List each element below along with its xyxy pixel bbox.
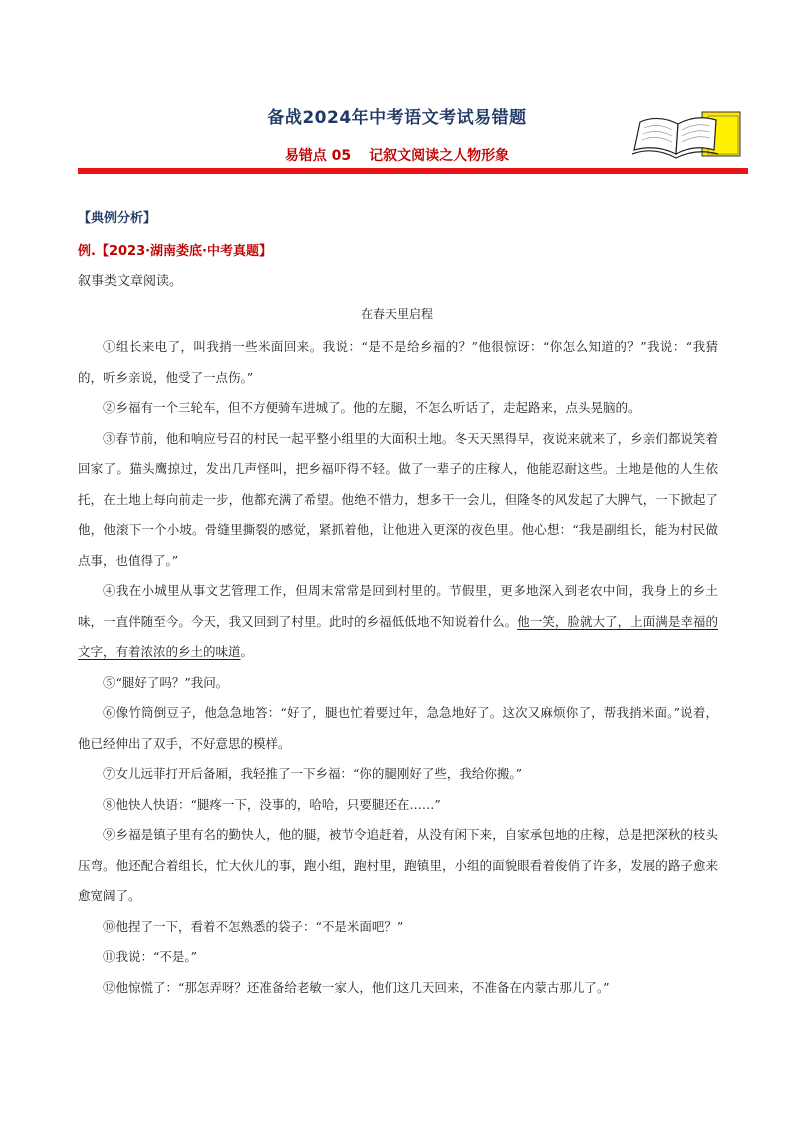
paragraph-4-text: ④我在小城里从事文艺管理工作，但周末常常是回到村里的。节假里，更多地深入到老农中间，我身上的乡土味，一直伴随至今。今天，我又回到了村里。此时的乡福低低地不知说着什么。 xyxy=(78,583,718,629)
section-heading: 【典例分析】 xyxy=(78,211,157,226)
paragraph-4 xyxy=(78,576,718,668)
paragraph-8: ⑧他快人快语：“腿疼一下，没事的，哈哈，只要腿还在……” xyxy=(103,796,441,812)
paragraph-2: ②乡福有一个三轮车，但不方便骑车进城了。他的左腿，不怎么听话了，走起路来，点头晃脑的。 xyxy=(103,400,641,415)
paragraph-5: ⑤“腿好了吗？”我问。 xyxy=(103,674,229,690)
header-divider xyxy=(78,168,748,174)
paragraph-9: ⑨乡福是镇子里有名的勤快人，他的腿，被节令追赶着，从没有闲下来，自家承包地的庄稼，总是把深秋的枝头压弯。他还配合着组长，忙大伙儿的事，跑小组，跑村里，跑镇里，小组的面貌眼看着俊俏了许多，发展的路子愈来愈宽阔了。 xyxy=(78,827,718,903)
paragraph-12: ⑫他惊慌了：“那怎弄呀？还准备给老敏一家人，他们这几天回来，不准备在内蒙古那儿了。” xyxy=(103,979,610,995)
paragraph-6: ⑥像竹筒倒豆子，他急急地答：“好了，腿也忙着要过年，急急地好了。这次又麻烦你了，帮我捎米面。”说着，他已经伸出了双手，不好意思的模样。 xyxy=(78,705,718,751)
paragraph-4-end: 。 xyxy=(240,644,254,659)
story-body xyxy=(78,332,718,1003)
question-intro: 叙事类文章阅读。 xyxy=(78,274,183,289)
paragraph-1: ①组长来电了，叫我捎一些米面回来。我说：“是不是给乡福的？”他很惊讶：“你怎么知道的？”我说：“我猜的，听乡亲说，他受了一点伤。” xyxy=(78,339,718,385)
open-book-icon xyxy=(630,108,742,162)
page-title: 备战2024年中考语文考试易错题 xyxy=(267,108,527,128)
example-source: 例.【2023·湖南娄底·中考真题】 xyxy=(78,244,272,259)
paragraph-3: ③春节前，他和响应号召的村民一起平整小组里的大面积土地。冬天天黑得早，夜说来就来了，乡亲们都说笑着回家了。猫头鹰掠过，发出几声怪叫，把乡福吓得不轻。做了一辈子的庄稼人，他能忍耐这些。土地是他的人生依托，在土地上每向前走一步，他都充满了希望。他绝不惜力，想多干一会儿，但隆冬的风发起了大脾气，一下掀起了他，他滚下一个小坡。骨缝里撕裂的感觉，紧抓着他，让他进入更深的夜色里。他心想：“我是副组长，能为村民做点事，也值得了。” xyxy=(78,430,718,568)
paragraph-11: ⑪我说：“不是。” xyxy=(103,949,198,964)
story-title: 在春天里启程 xyxy=(360,307,433,321)
error-point-label: 易错点 05 xyxy=(284,148,352,164)
underlined-sentence: 他一笑，脸就大了，上面满是幸福的文字，有着浓浓的乡土的味道 xyxy=(78,613,718,659)
paragraph-10: ⑩他捏了一下，看着不怎熟悉的袋子：“不是米面吧？” xyxy=(103,918,404,934)
topic-label: 记叙文阅读之人物形象 xyxy=(369,148,510,164)
paragraph-7: ⑦女儿远菲打开后备厢，我轻推了一下乡福：“你的腿刚好了些，我给你搬。” xyxy=(103,766,523,781)
